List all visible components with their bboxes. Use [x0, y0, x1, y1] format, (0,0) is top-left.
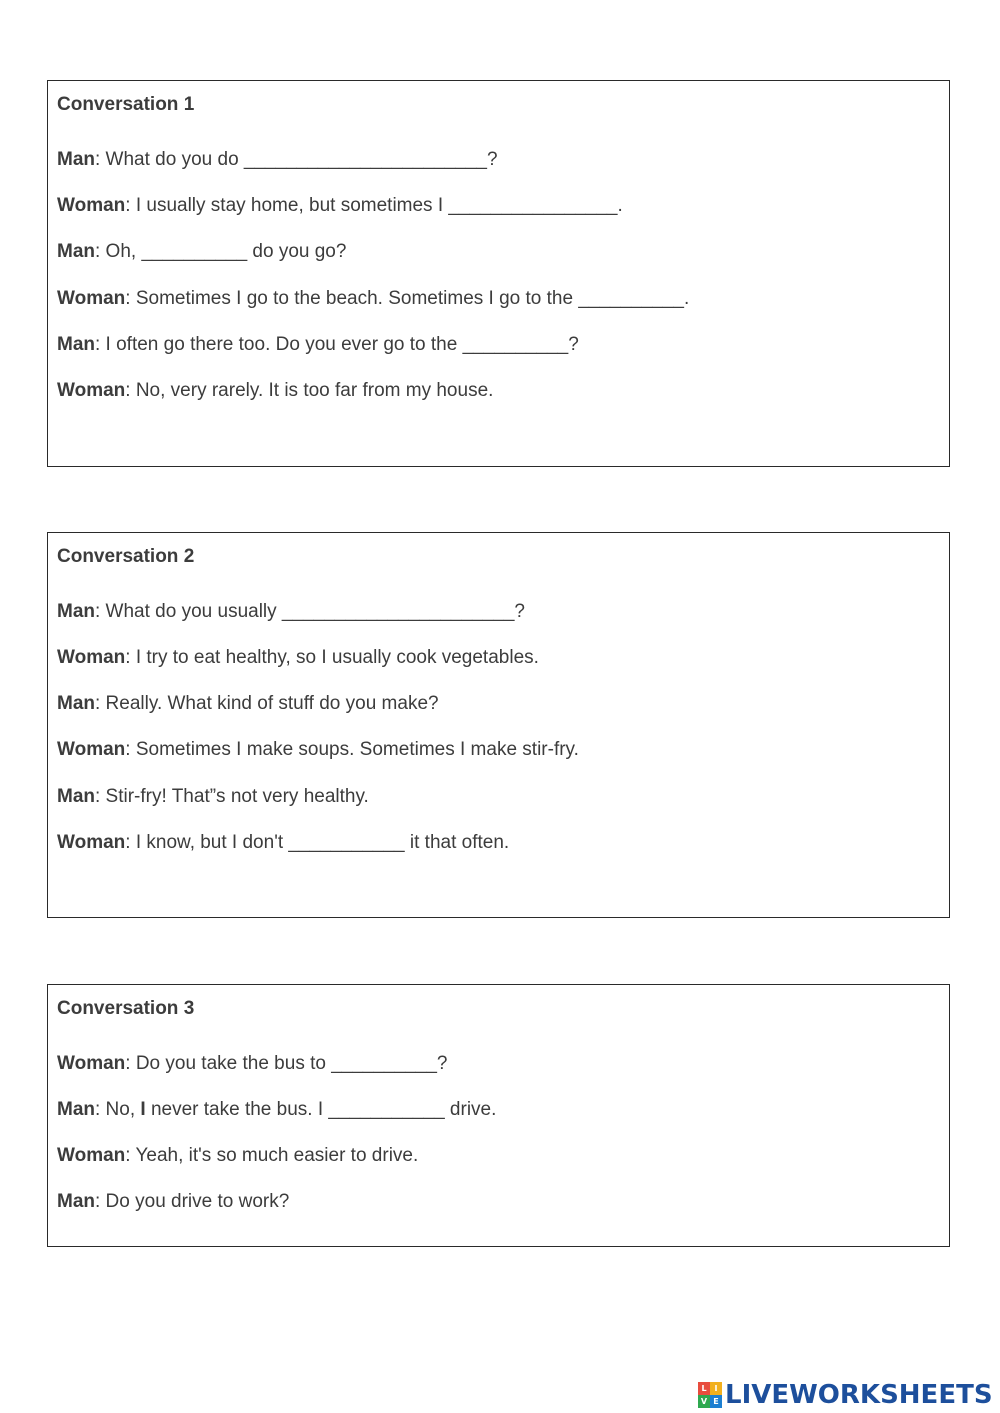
conversation-3-box — [47, 984, 950, 1247]
liveworksheets-logo-icon — [698, 1382, 722, 1408]
conversation-title: Conversation 2 — [57, 546, 195, 567]
speaker-label: Man — [57, 1099, 95, 1120]
logo-text: LIVEWORKSHEETS — [725, 1380, 993, 1410]
dialogue-line — [57, 241, 346, 263]
liveworksheets-logo[interactable] — [698, 1378, 993, 1412]
line-text: : No, very rarely. It is too far from my house. — [125, 380, 494, 401]
speaker-label: Woman — [57, 1145, 126, 1166]
dialogue-line — [57, 647, 539, 669]
line-text: : I try to eat healthy, so I usually cook vegetables. — [125, 647, 539, 668]
speaker-label: Man — [57, 601, 95, 622]
dialogue-line — [57, 1053, 447, 1075]
line-text: : Do you drive to work? — [95, 1191, 290, 1212]
dialogue-line — [57, 195, 623, 217]
logo-icon-letter: I — [710, 1382, 722, 1395]
speaker-label: Man — [57, 241, 95, 262]
line-text-bold: I — [140, 1099, 146, 1120]
speaker-label: Man — [57, 149, 95, 170]
line-text: : Sometimes I make soups. Sometimes I make stir-fry. — [125, 739, 579, 760]
logo-icon-letter: V — [698, 1395, 710, 1408]
conversation-2-box — [47, 532, 950, 918]
dialogue-line — [57, 334, 579, 356]
line-text: : What do you usually ______________________? — [95, 601, 525, 622]
dialogue-line — [57, 1191, 289, 1213]
conversation-title: Conversation 3 — [57, 998, 195, 1019]
line-text-pre: : No, — [95, 1099, 141, 1120]
line-text: : Oh, __________ do you go? — [95, 241, 347, 262]
line-text: : I often go there too. Do you ever go to the __________? — [95, 334, 579, 355]
line-text: : Really. What kind of stuff do you make? — [95, 693, 439, 714]
speaker-label: Man — [57, 786, 95, 807]
logo-icon-letter: E — [710, 1395, 722, 1408]
speaker-label: Woman — [57, 195, 126, 216]
dialogue-line — [57, 149, 498, 171]
line-text: : I know, but I don't ___________ it that often. — [125, 832, 510, 853]
speaker-label: Woman — [57, 380, 126, 401]
line-text: : Sometimes I go to the beach. Sometimes I go to the __________. — [125, 288, 690, 309]
speaker-label: Man — [57, 1191, 95, 1212]
dialogue-line — [57, 1145, 418, 1167]
dialogue-line — [57, 380, 493, 402]
dialogue-line — [57, 601, 525, 623]
dialogue-line — [57, 1099, 496, 1121]
dialogue-line — [57, 832, 509, 854]
line-text: : Stir-fry! That”s not very healthy. — [95, 786, 369, 807]
line-text: : What do you do _______________________? — [95, 149, 498, 170]
dialogue-line — [57, 739, 579, 761]
dialogue-line — [57, 786, 369, 808]
speaker-label: Woman — [57, 832, 126, 853]
speaker-label: Man — [57, 334, 95, 355]
speaker-label: Woman — [57, 739, 126, 760]
dialogue-line — [57, 693, 439, 715]
line-text: : Yeah, it's so much easier to drive. — [125, 1145, 419, 1166]
speaker-label: Man — [57, 693, 95, 714]
logo-icon-letter: L — [698, 1382, 710, 1395]
conversation-1-box — [47, 80, 950, 467]
line-text-post: never take the bus. I ___________ drive. — [145, 1099, 497, 1120]
dialogue-line — [57, 288, 689, 310]
speaker-label: Woman — [57, 288, 126, 309]
speaker-label: Woman — [57, 647, 126, 668]
line-text: : I usually stay home, but sometimes I ________________. — [125, 195, 623, 216]
line-text: : Do you take the bus to __________? — [125, 1053, 448, 1074]
conversation-title: Conversation 1 — [57, 94, 195, 115]
speaker-label: Woman — [57, 1053, 126, 1074]
